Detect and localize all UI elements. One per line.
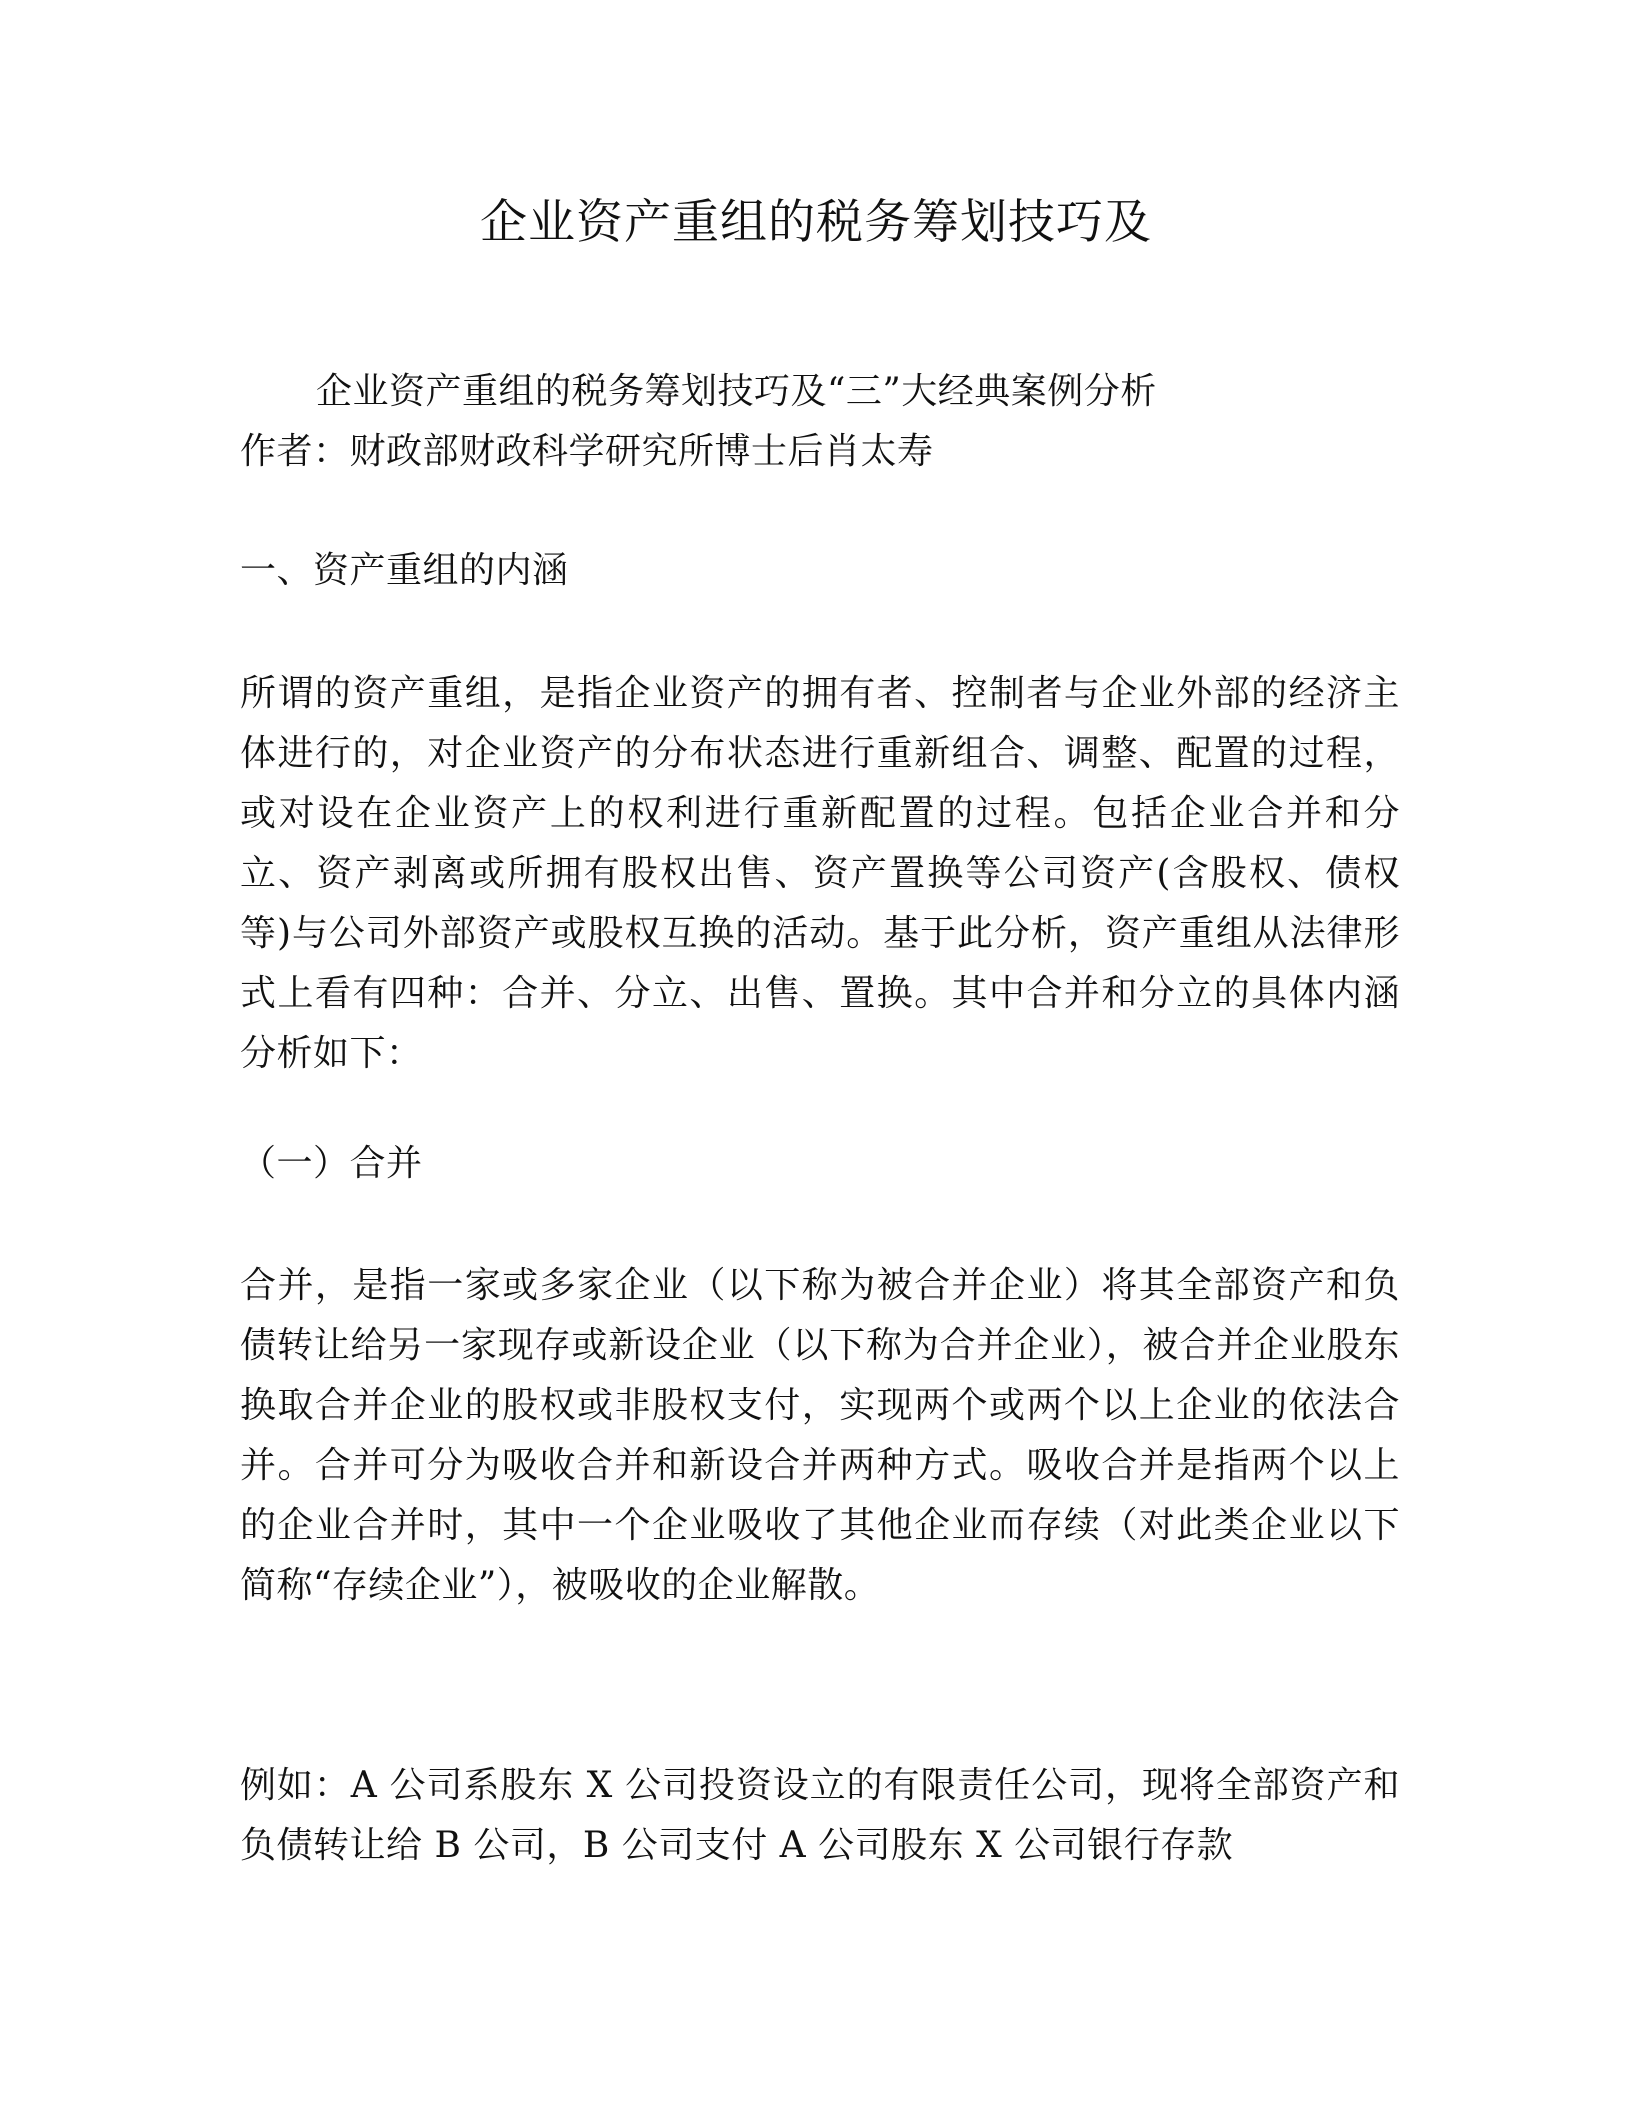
document-subtitle: 企业资产重组的税务筹划技巧及“三”大经典案例分析 — [316, 371, 1157, 412]
paragraph-example: 例如：A 公司系股东 X 公司投资设立的有限责任公司，现将全部资产和负债转让给 B 公司，B 公司支付 A 公司股东 X 公司银行存款 — [240, 1765, 1400, 1866]
paragraph-definition: 所谓的资产重组，是指企业资产的拥有者、控制者与企业外部的经济主体进行的，对企业资产的分布状态进行重新组合、调整、配置的过程，或对设在企业资产上的权利进行重新配置的过程。包括企业合并和分立、资产剥离或所拥有股权出售、资产置换等公司资产(含股权、债权等)与公司外部资产或股权互换的活动。基于此分析，资产重组从法律形式上看有四种：合并、分立、出售、置换。其中合并和分立的具体内涵分析如下： — [240, 673, 1400, 1074]
section-heading-asset-restructuring: 一、资产重组的内涵 — [240, 550, 569, 591]
paragraph-merger: 合并，是指一家或多家企业（以下称为被合并企业）将其全部资产和负债转让给另一家现存或新设企业（以下称为合并企业），被合并企业股东换取合并企业的股权或非股权支付，实现两个或两个以上企业的依法合并。合并可分为吸收合并和新设合并两种方式。吸收合并是指两个以上的企业合并时，其中一个企业吸收了其他企业而存续（对此类企业以下简称“存续企业”），被吸收的企业解散。 — [240, 1265, 1400, 1606]
author-line: 作者：财政部财政科学研究所博士后肖太寿 — [240, 431, 934, 472]
subsection-heading-merger: （一）合并 — [240, 1143, 423, 1184]
document-title: 企业资产重组的税务筹划技巧及 — [480, 195, 1152, 250]
